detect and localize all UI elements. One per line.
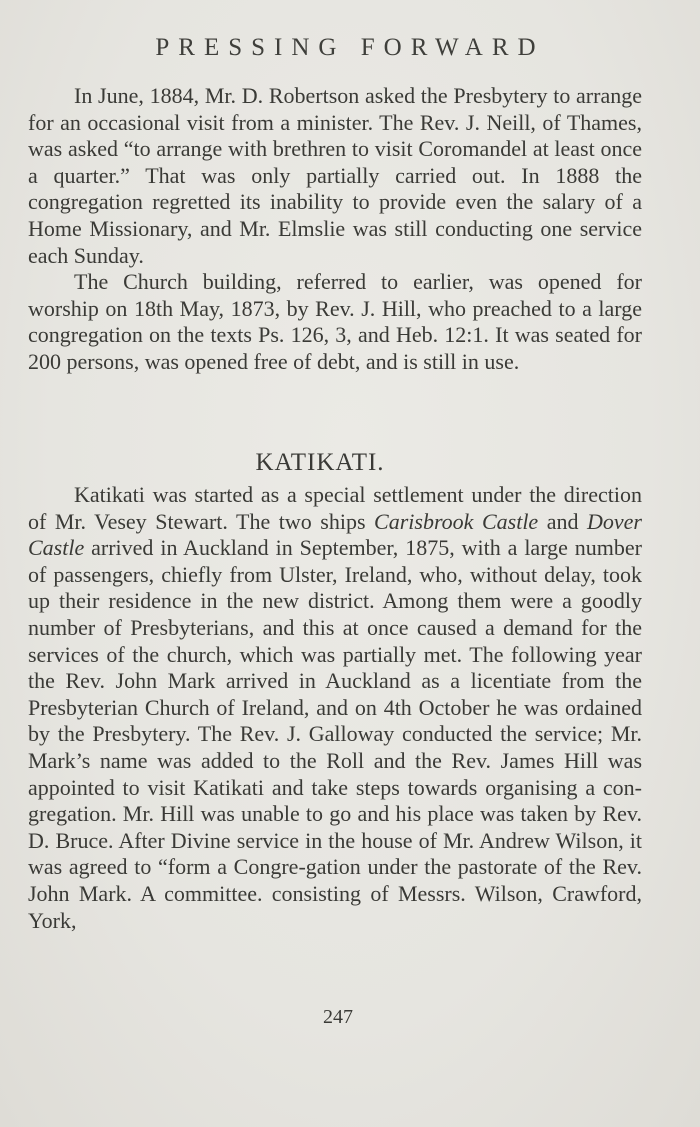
paragraph-katikati xyxy=(28,482,642,934)
section-heading-katikati: KATIKATI. xyxy=(255,449,385,476)
katikati-text-1: Katikati was started as a special settlement under the direction of Mr. Vesey Stewart. The two ships xyxy=(28,482,642,534)
ship-name-carisbrook: Carisbrook Castle xyxy=(374,508,539,534)
page-number: 247 xyxy=(323,1006,353,1028)
text-block-katikati xyxy=(28,482,642,934)
running-head: PRESSING FORWARD xyxy=(155,34,545,61)
ship-name-dover: Dover Castle xyxy=(28,508,642,561)
paragraph-church-building: The Church building, referred to earlier, was opened for worship on 18th May, 1873, by Rev. J. Hill, who preached to a large congregation on the texts Ps. 126, 3, and Heb. 12:1. It was seated for 200 persons, was opened free of debt, and is still in use. xyxy=(28,269,642,374)
katikati-text-3: arrived in Auckland in September, 1875, with a large number of passengers, chiefly from Ulster, Ireland, who, without delay, took up their residence in the new district. Among them were a goodly number of Presbyterians, and this at once caused a demand for the services of the church, which was partially met. The following year the Rev. John Mark arrived in Auckland as a licentiate from the Presbyterian Church of Ireland, and on 4th October he was ordained by the Presbytery. The Rev. J. Galloway conducted the service; Mr. Mark’s name was added to the Roll and the Rev. James Hill was appointed to visit Katikati and take steps towards organising a con-gregation. Mr. Hill was unable to go and his place was taken by Rev. D. Bruce. After Divine service in the house of Mr. Andrew Wilson, it was agreed to “form a Congre-gation under the pastorate of the Rev. John Mark. A committee. consisting of Messrs. Wilson, Crawford, York, xyxy=(28,535,642,933)
paragraph-coromandel: In June, 1884, Mr. D. Robertson asked the Presbytery to arrange for an occasional visit from a minister. The Rev. J. Neill, of Thames, was asked “to arrange with brethren to visit Coromandel at least once a quarter.” That was only partially carried out. In 1888 the congregation regretted its inability to provide even the salary of a Home Missionary, and Mr. Elmslie was still conducting one service each Sunday. xyxy=(28,83,642,268)
katikati-text-2: and xyxy=(538,508,588,534)
text-block-top xyxy=(28,83,642,376)
